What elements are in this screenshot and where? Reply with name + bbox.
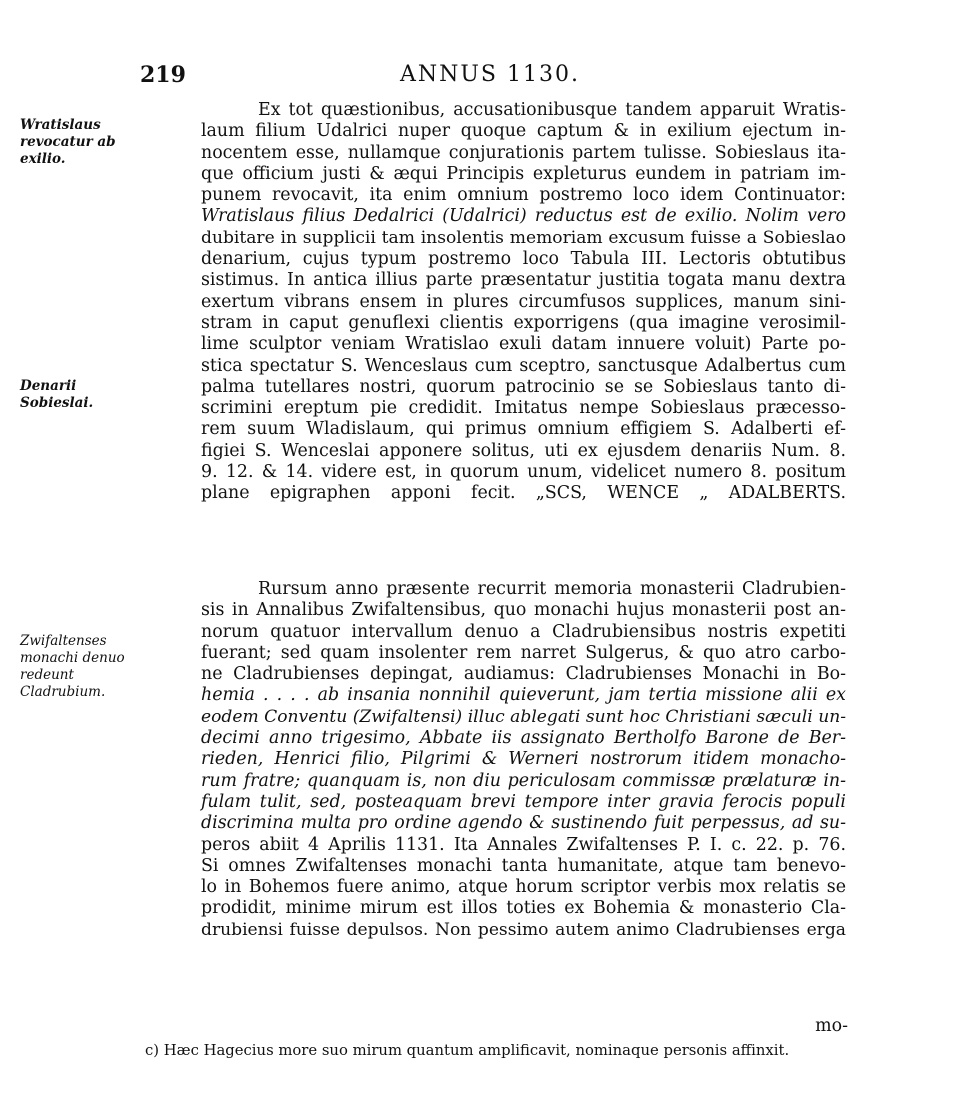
page-number: 219 xyxy=(140,62,186,88)
text-line: denarium, cujus typum postremo loco Tabula III. Lectoris obtutibus xyxy=(201,249,846,270)
text-line: sis in Annalibus Zwifaltensibus, quo monachi hujus monasterii post an- xyxy=(201,600,846,621)
paragraph-2 xyxy=(144,579,846,941)
text-line: lo in Bohemos fuere animo, atque horum scriptor verbis mox relatis se xyxy=(201,877,846,898)
paragraph-1 xyxy=(144,100,846,505)
text-line: stram in caput genuflexi clientis exporrigens (qua imagine verosimil- xyxy=(201,312,846,333)
catchword: mo- xyxy=(815,1016,848,1036)
text-line: drubiensi fuisse depulsos. Non pessimo autem animo Cladrubienses erga xyxy=(201,919,846,940)
text-line: palma tutellares nostri, quorum patrocinio se se Sobieslaus tanto di- xyxy=(201,376,846,397)
text-line: Ex tot quæstionibus, accusationibusque tandem apparuit Wratis- xyxy=(258,100,846,120)
text-line: que officium justi & æqui Principis expleturus eundem in patriam im- xyxy=(201,163,846,184)
running-head: ANNUS 1130. xyxy=(400,62,580,87)
text-line: sistimus. In antica illius parte præsentatur justitia togata manu dextra xyxy=(201,270,846,291)
text-line: discrimina multa pro ordine agendo & sustinendo fuit perpessus, ad su- xyxy=(201,813,846,834)
margin-note: Wratislaus revocatur ab exilio. xyxy=(20,117,116,167)
text-line: exertum vibrans ensem in plures circumfusos supplices, manum sini- xyxy=(201,291,846,312)
text-line: rem suum Wladislaum, qui primus omnium effigiem S. Adalberti ef- xyxy=(201,419,846,440)
text-line: rum fratre; quanquam is, non diu periculosam commissæ prælaturæ in- xyxy=(201,770,846,791)
text-line: Si omnes Zwifaltenses monachi tanta humanitate, atque tam benevo- xyxy=(201,855,846,876)
text-line: figiei S. Wenceslai apponere solitus, uti ex ejusdem denariis Num. 8. xyxy=(201,440,846,461)
text-line: plane epigraphen apponi fecit. „SCS, WENCE „ ADALBERTS. xyxy=(201,483,846,504)
text-line: ne Cladrubienses depingat, audiamus: Cladrubienses Monachi in Bo- xyxy=(201,664,846,685)
text-line: Wratislaus filius Dedalrici (Udalrici) reductus est de exilio. Nolim vero xyxy=(201,206,846,227)
text-line: prodidit, minime mirum est illos toties ex Bohemia & monasterio Cla- xyxy=(201,898,846,919)
text-line: norum quatuor intervallum denuo a Cladrubiensibus nostris expetiti xyxy=(201,621,846,642)
text-line: peros abiit 4 Aprilis 1131. Ita Annales Zwifaltenses P. I. c. 22. p. 76. xyxy=(201,834,846,855)
text-line: Rursum anno præsente recurrit memoria monasterii Cladrubien- xyxy=(258,579,846,599)
footnote: c) Hæc Hagecius more suo mirum quantum amplificavit, nominaque personis affinxit. xyxy=(145,1042,790,1059)
text-line: lime sculptor veniam Wratislao exuli datam innuere voluit) Parte po- xyxy=(201,334,846,355)
page-header xyxy=(130,62,850,92)
text-line: rieden, Henrici filio, Pilgrimi & Werneri nostrorum itidem monacho- xyxy=(201,749,846,770)
margin-note: Zwifaltenses monachi denuo redeunt Cladrubium. xyxy=(20,633,125,700)
margin-note: Denarii Sobieslai. xyxy=(20,378,94,411)
text-line: dubitare in supplicii tam insolentis memoriam excusum fuisse a Sobieslao xyxy=(201,227,846,248)
text-line: scrimini ereptum pie credidit. Imitatus nempe Sobieslaus præcesso- xyxy=(201,398,846,419)
text-line: 9. 12. & 14. videre est, in quorum unum, videlicet numero 8. positum xyxy=(201,462,846,483)
text-line: punem revocavit, ita enim omnium postremo loco idem Continuator: xyxy=(201,185,846,206)
text-line: eodem Conventu (Zwifaltensi) illuc ablegati sunt hoc Christiani sæculi un- xyxy=(201,706,846,727)
text-line: fulam tulit, sed, posteaquam brevi tempore inter gravia ferocis populi xyxy=(201,791,846,812)
text-line: stica spectatur S. Wenceslaus cum sceptro, sanctusque Adalbertus cum xyxy=(201,355,846,376)
text-line: decimi anno trigesimo, Abbate iis assignato Bertholfo Barone de Ber- xyxy=(201,728,846,749)
text-line: laum filium Udalrici nuper quoque captum & in exilium ejectum in- xyxy=(201,121,846,142)
text-line: fuerant; sed quam insolenter rem narret Sulgerus, & quo atro carbo- xyxy=(201,642,846,663)
text-line: nocentem esse, nullamque conjurationis partem tulisse. Sobieslaus ita- xyxy=(201,142,846,163)
text-line: hemia . . . . ab insania nonnihil quieverunt, jam tertia missione alii ex xyxy=(201,685,846,706)
